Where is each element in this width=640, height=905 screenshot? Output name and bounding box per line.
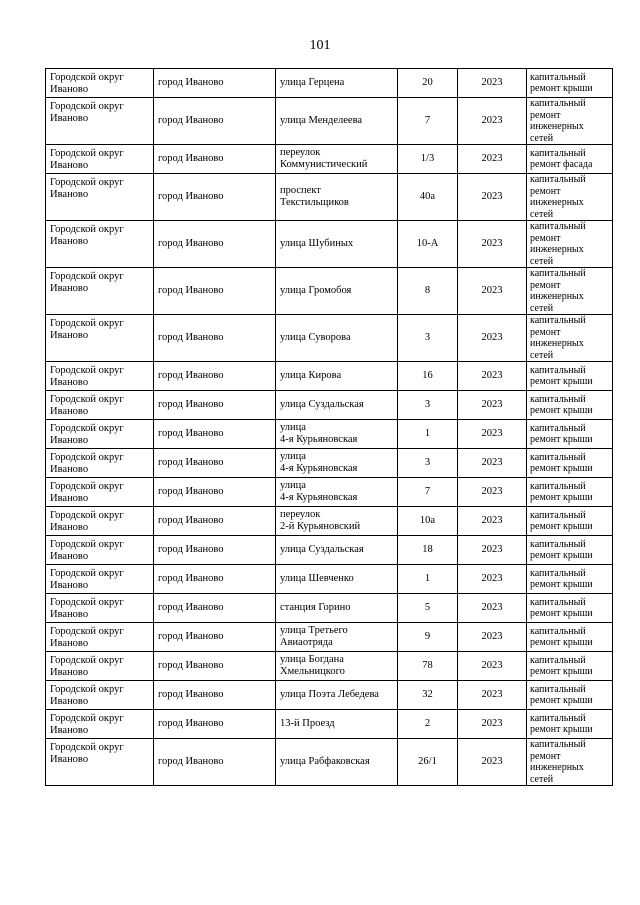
work-type-cell — [527, 98, 613, 145]
house-number-cell — [398, 507, 458, 536]
district-cell — [46, 507, 154, 536]
district-cell — [46, 623, 154, 652]
work-type-cell-text: капитальный ремонт крыши — [530, 393, 593, 416]
work-type-cell — [527, 478, 613, 507]
street-cell — [276, 268, 398, 315]
street-cell — [276, 315, 398, 362]
house-number-cell-text: 32 — [422, 689, 433, 700]
work-type-cell — [527, 145, 613, 174]
work-type-cell-text: капитальный ремонт крыши — [530, 538, 593, 561]
district-cell — [46, 536, 154, 565]
year-cell-text: 2023 — [481, 285, 503, 296]
house-number-cell — [398, 315, 458, 362]
work-type-cell — [527, 420, 613, 449]
street-cell-text: улица 4-я Курьяновская — [280, 422, 358, 445]
table-row — [46, 315, 613, 362]
city-cell-text: город Иваново — [158, 115, 224, 126]
table-row — [46, 69, 613, 98]
district-cell-text: Городской округ Иваново — [50, 452, 124, 475]
street-cell — [276, 507, 398, 536]
work-type-cell-text: капитальный ремонт инженерных сетей — [530, 739, 586, 785]
table-row — [46, 565, 613, 594]
work-type-cell — [527, 315, 613, 362]
house-number-cell — [398, 594, 458, 623]
street-cell-text: улица Суздальская — [280, 544, 364, 555]
work-type-cell-text: капитальный ремонт крыши — [530, 712, 593, 735]
year-cell-text: 2023 — [481, 689, 503, 700]
year-cell-text: 2023 — [481, 756, 503, 767]
house-number-cell-text: 26/1 — [418, 756, 437, 767]
house-number-cell — [398, 69, 458, 98]
work-type-cell-text: капитальный ремонт крыши — [530, 509, 593, 532]
street-cell — [276, 362, 398, 391]
district-cell — [46, 594, 154, 623]
district-cell — [46, 98, 154, 145]
house-number-cell-text: 78 — [422, 660, 433, 671]
street-cell — [276, 420, 398, 449]
city-cell — [154, 507, 276, 536]
city-cell-text: город Иваново — [158, 285, 224, 296]
house-number-cell — [398, 681, 458, 710]
year-cell — [458, 478, 527, 507]
district-cell — [46, 478, 154, 507]
city-cell — [154, 69, 276, 98]
city-cell-text: город Иваново — [158, 332, 224, 343]
work-type-cell-text: капитальный ремонт инженерных сетей — [530, 98, 586, 144]
district-cell-text: Городской округ Иваново — [50, 568, 124, 591]
house-number-cell-text: 20 — [422, 77, 433, 88]
table-row — [46, 536, 613, 565]
work-type-cell-text: капитальный ремонт инженерных сетей — [530, 221, 586, 267]
year-cell-text: 2023 — [481, 238, 503, 249]
street-cell-text: улица Поэта Лебедева — [280, 689, 379, 700]
city-cell — [154, 449, 276, 478]
city-cell-text: город Иваново — [158, 153, 224, 164]
district-cell — [46, 362, 154, 391]
work-type-cell-text: капитальный ремонт инженерных сетей — [530, 174, 586, 220]
work-type-cell — [527, 594, 613, 623]
street-cell-text: станция Горино — [280, 602, 351, 613]
street-cell-text: улица Менделеева — [280, 115, 363, 126]
work-type-cell — [527, 221, 613, 268]
year-cell — [458, 145, 527, 174]
district-cell-text: Городской округ Иваново — [50, 423, 124, 446]
street-cell-text: переулок Коммунистический — [280, 147, 368, 170]
year-cell — [458, 362, 527, 391]
city-cell — [154, 710, 276, 739]
house-number-cell — [398, 221, 458, 268]
work-type-cell — [527, 507, 613, 536]
district-cell — [46, 449, 154, 478]
work-type-cell-text: капитальный ремонт крыши — [530, 480, 593, 503]
street-cell-text: улица Рабфаковская — [280, 756, 370, 767]
city-cell-text: город Иваново — [158, 77, 224, 88]
table-row — [46, 362, 613, 391]
house-number-cell — [398, 420, 458, 449]
house-number-cell — [398, 623, 458, 652]
work-type-cell-text: капитальный ремонт инженерных сетей — [530, 315, 586, 361]
street-cell-text: проспект Текстильщиков — [280, 185, 349, 208]
house-number-cell-text: 3 — [424, 332, 431, 343]
table-row — [46, 268, 613, 315]
year-cell — [458, 739, 527, 786]
city-cell-text: город Иваново — [158, 660, 224, 671]
house-number-cell — [398, 652, 458, 681]
work-type-cell — [527, 652, 613, 681]
house-number-cell-text: 3 — [424, 399, 431, 410]
district-cell-text: Городской округ Иваново — [50, 318, 124, 341]
year-cell — [458, 315, 527, 362]
city-cell-text: город Иваново — [158, 718, 224, 729]
year-cell-text: 2023 — [481, 486, 503, 497]
house-number-cell-text: 7 — [424, 486, 431, 497]
district-cell — [46, 315, 154, 362]
table-body — [46, 69, 613, 786]
street-cell — [276, 145, 398, 174]
city-cell-text: город Иваново — [158, 399, 224, 410]
district-cell — [46, 145, 154, 174]
year-cell — [458, 268, 527, 315]
work-type-cell — [527, 565, 613, 594]
house-number-cell-text: 16 — [422, 370, 433, 381]
year-cell-text: 2023 — [481, 660, 503, 671]
city-cell — [154, 739, 276, 786]
house-number-cell — [398, 268, 458, 315]
street-cell-text: улица Богдана Хмельницкого — [280, 654, 345, 677]
street-cell — [276, 565, 398, 594]
year-cell-text: 2023 — [481, 399, 503, 410]
city-cell-text: город Иваново — [158, 602, 224, 613]
table-row — [46, 221, 613, 268]
city-cell-text: город Иваново — [158, 486, 224, 497]
district-cell-text: Городской округ Иваново — [50, 597, 124, 620]
year-cell-text: 2023 — [481, 191, 503, 202]
district-cell — [46, 710, 154, 739]
house-number-cell — [398, 478, 458, 507]
street-cell — [276, 594, 398, 623]
district-cell-text: Городской округ Иваново — [50, 72, 124, 95]
district-cell-text: Городской округ Иваново — [50, 713, 124, 736]
street-cell — [276, 623, 398, 652]
house-number-cell — [398, 739, 458, 786]
street-cell — [276, 98, 398, 145]
city-cell — [154, 268, 276, 315]
district-cell — [46, 420, 154, 449]
district-cell — [46, 681, 154, 710]
work-type-cell-text: капитальный ремонт крыши — [530, 683, 593, 706]
street-cell — [276, 391, 398, 420]
year-cell-text: 2023 — [481, 631, 503, 642]
work-type-cell — [527, 268, 613, 315]
district-cell-text: Городской округ Иваново — [50, 148, 124, 171]
year-cell-text: 2023 — [481, 515, 503, 526]
year-cell — [458, 391, 527, 420]
house-number-cell-text: 7 — [424, 115, 431, 126]
work-type-cell-text: капитальный ремонт крыши — [530, 71, 593, 94]
street-cell — [276, 739, 398, 786]
street-cell-text: переулок 2-й Курьяновский — [280, 509, 361, 532]
work-type-cell-text: капитальный ремонт крыши — [530, 625, 593, 648]
city-cell-text: город Иваново — [158, 370, 224, 381]
street-cell-text: улица Кирова — [280, 370, 342, 381]
table-row — [46, 478, 613, 507]
city-cell — [154, 174, 276, 221]
house-number-cell-text: 5 — [424, 602, 431, 613]
work-type-cell-text: капитальный ремонт крыши — [530, 596, 593, 619]
table-row — [46, 145, 613, 174]
city-cell-text: город Иваново — [158, 631, 224, 642]
house-number-cell — [398, 536, 458, 565]
street-cell — [276, 681, 398, 710]
house-number-cell-text: 1 — [424, 428, 431, 439]
year-cell — [458, 507, 527, 536]
work-type-cell — [527, 681, 613, 710]
city-cell — [154, 565, 276, 594]
work-type-cell — [527, 362, 613, 391]
year-cell-text: 2023 — [481, 718, 503, 729]
city-cell — [154, 221, 276, 268]
year-cell-text: 2023 — [481, 457, 503, 468]
year-cell — [458, 69, 527, 98]
house-number-cell-text: 8 — [424, 285, 431, 296]
city-cell — [154, 98, 276, 145]
table-row — [46, 739, 613, 786]
table-row — [46, 623, 613, 652]
district-cell — [46, 69, 154, 98]
city-cell-text: город Иваново — [158, 515, 224, 526]
city-cell-text: город Иваново — [158, 544, 224, 555]
city-cell — [154, 623, 276, 652]
table-row — [46, 681, 613, 710]
year-cell — [458, 420, 527, 449]
table-row — [46, 594, 613, 623]
city-cell-text: город Иваново — [158, 428, 224, 439]
city-cell — [154, 536, 276, 565]
city-cell — [154, 652, 276, 681]
work-type-cell — [527, 391, 613, 420]
year-cell-text: 2023 — [481, 77, 503, 88]
street-cell-text: улица Шевченко — [280, 573, 354, 584]
city-cell — [154, 420, 276, 449]
district-cell — [46, 565, 154, 594]
street-cell-text: улица Громобоя — [280, 285, 352, 296]
city-cell-text: город Иваново — [158, 756, 224, 767]
page-number: 101 — [309, 38, 331, 53]
year-cell — [458, 623, 527, 652]
district-cell-text: Городской округ Иваново — [50, 626, 124, 649]
table-row — [46, 174, 613, 221]
year-cell-text: 2023 — [481, 544, 503, 555]
house-number-cell-text: 2 — [424, 718, 431, 729]
district-cell-text: Городской округ Иваново — [50, 742, 124, 765]
city-cell-text: город Иваново — [158, 573, 224, 584]
district-cell-text: Городской округ Иваново — [50, 481, 124, 504]
work-type-cell-text: капитальный ремонт инженерных сетей — [530, 268, 586, 314]
house-number-cell-text: 3 — [424, 457, 431, 468]
table-row — [46, 420, 613, 449]
work-type-cell — [527, 174, 613, 221]
district-cell-text: Городской округ Иваново — [50, 510, 124, 533]
year-cell — [458, 536, 527, 565]
house-number-cell — [398, 449, 458, 478]
house-number-cell-text: 9 — [424, 631, 431, 642]
street-cell — [276, 652, 398, 681]
house-number-cell — [398, 98, 458, 145]
city-cell-text: город Иваново — [158, 238, 224, 249]
year-cell-text: 2023 — [481, 573, 503, 584]
street-cell-text: улица Шубиных — [280, 238, 354, 249]
year-cell-text: 2023 — [481, 332, 503, 343]
street-cell — [276, 174, 398, 221]
house-number-cell-text: 1/3 — [420, 153, 435, 164]
house-number-cell-text: 10-А — [416, 238, 439, 249]
city-cell-text: город Иваново — [158, 457, 224, 468]
year-cell — [458, 681, 527, 710]
district-cell-text: Городской округ Иваново — [50, 684, 124, 707]
district-cell-text: Городской округ Иваново — [50, 101, 124, 124]
year-cell — [458, 98, 527, 145]
district-cell — [46, 174, 154, 221]
district-cell — [46, 221, 154, 268]
street-cell-text: улица 4-я Курьяновская — [280, 480, 358, 503]
district-cell — [46, 268, 154, 315]
city-cell-text: город Иваново — [158, 689, 224, 700]
street-cell — [276, 478, 398, 507]
street-cell-text: улица Суздальская — [280, 399, 364, 410]
year-cell — [458, 652, 527, 681]
street-cell — [276, 710, 398, 739]
district-cell — [46, 739, 154, 786]
table-row — [46, 449, 613, 478]
year-cell-text: 2023 — [481, 153, 503, 164]
work-type-cell — [527, 536, 613, 565]
city-cell-text: город Иваново — [158, 191, 224, 202]
work-type-cell — [527, 69, 613, 98]
work-type-cell — [527, 623, 613, 652]
district-cell-text: Городской округ Иваново — [50, 271, 124, 294]
district-cell-text: Городской округ Иваново — [50, 655, 124, 678]
city-cell — [154, 681, 276, 710]
street-cell-text: улица Герцена — [280, 77, 345, 88]
work-type-cell — [527, 449, 613, 478]
year-cell — [458, 565, 527, 594]
district-cell — [46, 391, 154, 420]
street-cell-text: улица Третьего Авиаотряда — [280, 625, 348, 648]
city-cell — [154, 362, 276, 391]
table-row — [46, 507, 613, 536]
house-number-cell — [398, 565, 458, 594]
street-cell — [276, 69, 398, 98]
house-number-cell — [398, 710, 458, 739]
year-cell — [458, 449, 527, 478]
district-cell-text: Городской округ Иваново — [50, 224, 124, 247]
city-cell — [154, 478, 276, 507]
table-row — [46, 652, 613, 681]
house-number-cell-text: 18 — [422, 544, 433, 555]
work-type-cell-text: капитальный ремонт крыши — [530, 451, 593, 474]
district-cell-text: Городской округ Иваново — [50, 365, 124, 388]
work-type-cell-text: капитальный ремонт крыши — [530, 654, 593, 677]
table-row — [46, 710, 613, 739]
street-cell-text: улица 4-я Курьяновская — [280, 451, 358, 474]
house-number-cell-text: 40а — [419, 191, 436, 202]
work-type-cell — [527, 710, 613, 739]
table-row — [46, 98, 613, 145]
city-cell — [154, 145, 276, 174]
work-type-cell-text: капитальный ремонт крыши — [530, 422, 593, 445]
year-cell-text: 2023 — [481, 115, 503, 126]
city-cell — [154, 594, 276, 623]
work-type-cell-text: капитальный ремонт фасада — [530, 147, 593, 170]
street-cell-text: улица Суворова — [280, 332, 351, 343]
district-cell-text: Городской округ Иваново — [50, 539, 124, 562]
work-type-cell — [527, 739, 613, 786]
house-number-cell — [398, 362, 458, 391]
street-cell-text: 13-й Проезд — [280, 718, 335, 729]
house-number-cell — [398, 391, 458, 420]
street-cell — [276, 536, 398, 565]
house-number-cell-text: 10а — [419, 515, 436, 526]
house-number-cell — [398, 174, 458, 221]
year-cell — [458, 710, 527, 739]
work-type-cell-text: капитальный ремонт крыши — [530, 567, 593, 590]
district-cell-text: Городской округ Иваново — [50, 394, 124, 417]
year-cell — [458, 174, 527, 221]
district-cell-text: Городской округ Иваново — [50, 177, 124, 200]
year-cell — [458, 594, 527, 623]
district-cell — [46, 652, 154, 681]
table-row — [46, 391, 613, 420]
year-cell-text: 2023 — [481, 428, 503, 439]
work-type-cell-text: капитальный ремонт крыши — [530, 364, 593, 387]
year-cell — [458, 221, 527, 268]
street-cell — [276, 221, 398, 268]
year-cell-text: 2023 — [481, 602, 503, 613]
city-cell — [154, 315, 276, 362]
street-cell — [276, 449, 398, 478]
year-cell-text: 2023 — [481, 370, 503, 381]
house-number-cell — [398, 145, 458, 174]
house-number-cell-text: 1 — [424, 573, 431, 584]
city-cell — [154, 391, 276, 420]
repair-schedule-table — [45, 68, 613, 786]
